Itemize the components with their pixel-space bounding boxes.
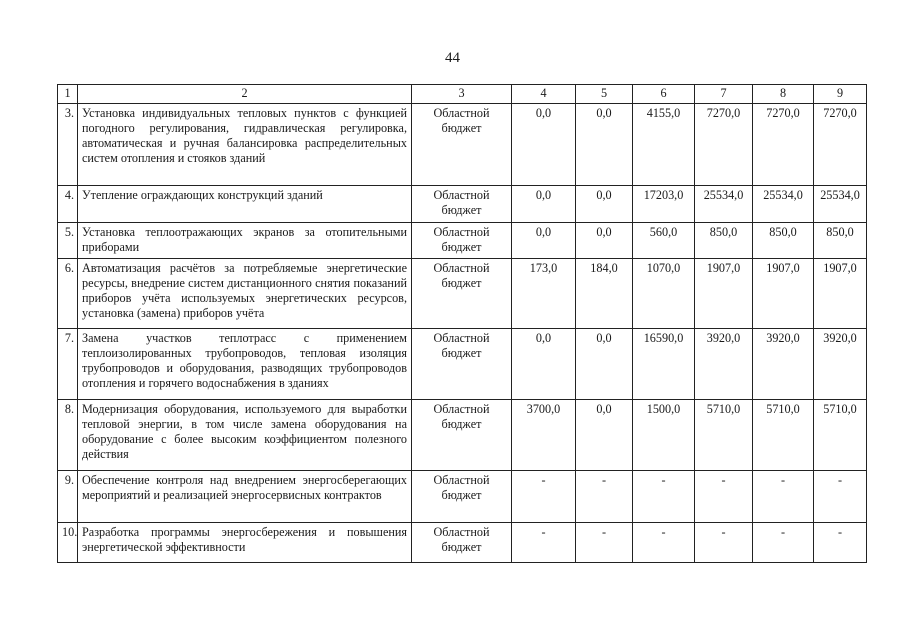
value-cell: - (695, 471, 753, 523)
value-cell: 5710,0 (814, 400, 867, 471)
value-cell: 560,0 (633, 223, 695, 259)
value-cell: - (814, 471, 867, 523)
column-header: 8 (753, 85, 814, 104)
value-cell: - (753, 523, 814, 563)
table-row (58, 329, 867, 400)
column-header: 1 (58, 85, 78, 104)
column-header: 7 (695, 85, 753, 104)
measure-description: Утепление ограждающих конструкций зданий (78, 186, 412, 223)
table-row (58, 186, 867, 223)
value-cell: 0,0 (512, 223, 576, 259)
value-cell: 3700,0 (512, 400, 576, 471)
funding-source: Областной бюджет (412, 223, 512, 259)
value-cell: 0,0 (512, 104, 576, 186)
value-cell: - (633, 471, 695, 523)
value-cell: 3920,0 (753, 329, 814, 400)
value-cell: - (576, 523, 633, 563)
funding-source: Областной бюджет (412, 259, 512, 329)
value-cell: 3920,0 (814, 329, 867, 400)
value-cell: - (753, 471, 814, 523)
row-number: 6. (58, 259, 78, 329)
funding-source: Областной бюджет (412, 186, 512, 223)
value-cell: 0,0 (576, 104, 633, 186)
budget-table (57, 84, 867, 563)
column-header: 2 (78, 85, 412, 104)
funding-source: Областной бюджет (412, 329, 512, 400)
value-cell: 3920,0 (695, 329, 753, 400)
value-cell: 17203,0 (633, 186, 695, 223)
row-number: 7. (58, 329, 78, 400)
table-row (58, 259, 867, 329)
value-cell: - (814, 523, 867, 563)
value-cell: 184,0 (576, 259, 633, 329)
table-row (58, 104, 867, 186)
value-cell: - (576, 471, 633, 523)
table-header-row (58, 85, 867, 104)
value-cell: 7270,0 (695, 104, 753, 186)
value-cell: 0,0 (576, 186, 633, 223)
column-header: 3 (412, 85, 512, 104)
value-cell: 5710,0 (695, 400, 753, 471)
measure-description: Установка индивидуальных тепловых пунктов с функцией погодного регулирования, гидравлическая регулировка, автоматическая и ручная балансировка распределительных систем отопления и стояков зданий (78, 104, 412, 186)
funding-source: Областной бюджет (412, 400, 512, 471)
value-cell: 1070,0 (633, 259, 695, 329)
column-header: 6 (633, 85, 695, 104)
value-cell: 1500,0 (633, 400, 695, 471)
funding-source: Областной бюджет (412, 104, 512, 186)
table-row (58, 400, 867, 471)
value-cell: 850,0 (695, 223, 753, 259)
value-cell: 0,0 (512, 186, 576, 223)
value-cell: 0,0 (576, 329, 633, 400)
page-number: 44 (445, 50, 460, 66)
row-number: 8. (58, 400, 78, 471)
row-number: 3. (58, 104, 78, 186)
value-cell: 850,0 (814, 223, 867, 259)
table-row (58, 471, 867, 523)
row-number: 5. (58, 223, 78, 259)
measure-description: Разработка программы энергосбережения и повышения энергетической эффективности (78, 523, 412, 563)
value-cell: - (695, 523, 753, 563)
value-cell: - (512, 523, 576, 563)
value-cell: 0,0 (512, 329, 576, 400)
table-row (58, 523, 867, 563)
value-cell: 173,0 (512, 259, 576, 329)
column-header: 4 (512, 85, 576, 104)
measure-description: Автоматизация расчётов за потребляемые энергетические ресурсы, внедрение систем дистанционного снятия показаний приборов учёта используемых энергетических ресурсов, установка (замена) приборов учёта (78, 259, 412, 329)
measure-description: Модернизация оборудования, используемого для выработки тепловой энергии, в том числе замена оборудования на оборудование с более высоким коэффициентом полезного действия (78, 400, 412, 471)
value-cell: 25534,0 (753, 186, 814, 223)
table-row (58, 223, 867, 259)
value-cell: 7270,0 (814, 104, 867, 186)
measure-description: Обеспечение контроля над внедрением энергосберегающих мероприятий и реализацией энергосервисных контрактов (78, 471, 412, 523)
column-header: 9 (814, 85, 867, 104)
value-cell: 25534,0 (814, 186, 867, 223)
value-cell: 1907,0 (753, 259, 814, 329)
measure-description: Установка теплоотражающих экранов за отопительными приборами (78, 223, 412, 259)
value-cell: 0,0 (576, 400, 633, 471)
funding-source: Областной бюджет (412, 523, 512, 563)
value-cell: 1907,0 (814, 259, 867, 329)
value-cell: 1907,0 (695, 259, 753, 329)
value-cell: - (633, 523, 695, 563)
value-cell: 7270,0 (753, 104, 814, 186)
column-header: 5 (576, 85, 633, 104)
value-cell: 5710,0 (753, 400, 814, 471)
funding-source: Областной бюджет (412, 471, 512, 523)
row-number: 9. (58, 471, 78, 523)
measure-description: Замена участков теплотрасс с применением теплоизолированных трубопроводов, тепловая изоляция трубопроводов и оборудования, разводящих трубопроводов отопления и горячего водоснабжения в зданиях (78, 329, 412, 400)
value-cell: 0,0 (576, 223, 633, 259)
value-cell: 850,0 (753, 223, 814, 259)
value-cell: 4155,0 (633, 104, 695, 186)
value-cell: - (512, 471, 576, 523)
row-number: 10. (58, 523, 78, 563)
value-cell: 25534,0 (695, 186, 753, 223)
row-number: 4. (58, 186, 78, 223)
value-cell: 16590,0 (633, 329, 695, 400)
